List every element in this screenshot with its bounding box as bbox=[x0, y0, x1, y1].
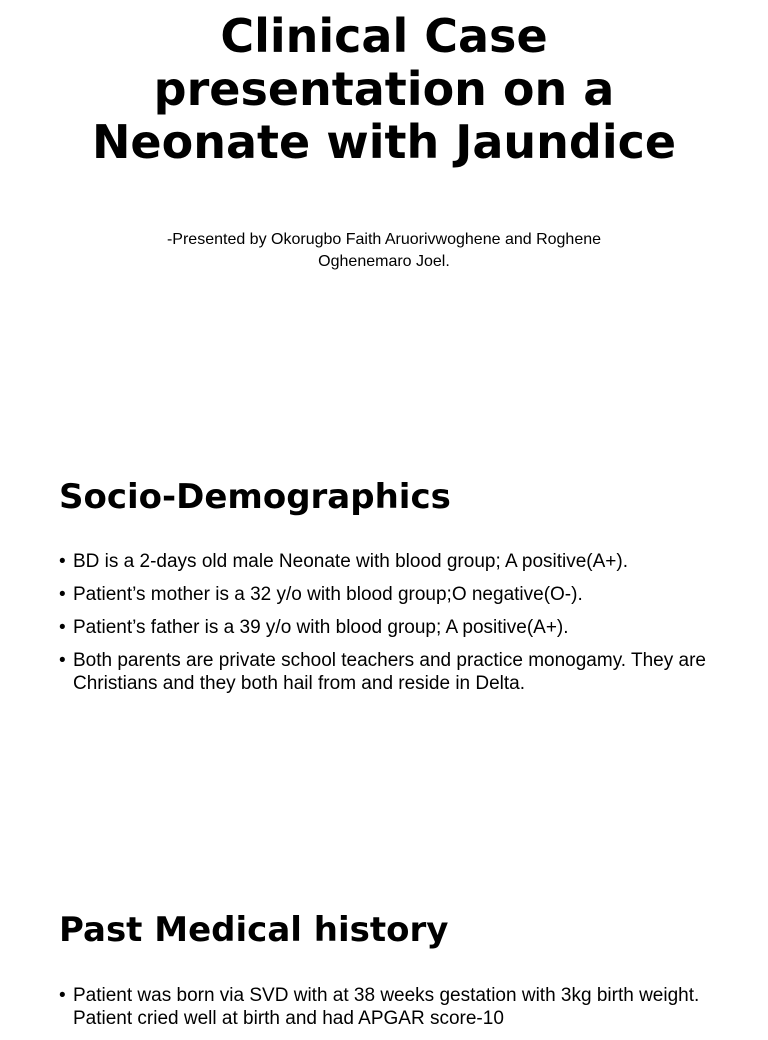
bullet-icon: • bbox=[59, 985, 66, 1006]
list-item-text: Patient’s mother is a 32 y/o with blood group;O negative(O-). bbox=[73, 584, 583, 605]
list-item-text: Patient’s father is a 39 y/o with blood group; A positive(A+). bbox=[73, 617, 569, 638]
bullet-icon: • bbox=[59, 584, 66, 605]
bullet-icon: • bbox=[59, 551, 66, 572]
past-medical-history-heading: Past Medical history bbox=[59, 910, 449, 950]
slide-title: Clinical Case presentation on a Neonate with Jaundice bbox=[91, 9, 677, 169]
bullet-icon: • bbox=[59, 617, 66, 638]
list-item bbox=[59, 550, 719, 573]
list-item-text: Patient was born via SVD with at 38 weeks gestation with 3kg birth weight. Patient cried well at birth and had APGAR score-10 bbox=[73, 985, 700, 1029]
socio-demographics-heading: Socio-Demographics bbox=[59, 477, 451, 517]
list-item bbox=[59, 984, 719, 1030]
list-item-text: Both parents are private school teachers and practice monogamy. They are Christians and they both hail from and reside in Delta. bbox=[73, 650, 706, 694]
list-item bbox=[59, 649, 719, 695]
slide-subtitle: -Presented by Okorugbo Faith Aruorivwoghene and Roghene Oghenemaro Joel. bbox=[166, 231, 602, 270]
list-item bbox=[59, 583, 719, 606]
list-item-text: BD is a 2-days old male Neonate with blood group; A positive(A+). bbox=[73, 551, 628, 572]
list-item bbox=[59, 616, 719, 639]
past-medical-history-list bbox=[59, 984, 719, 1040]
socio-demographics-list bbox=[59, 550, 719, 705]
bullet-icon: • bbox=[59, 650, 66, 671]
